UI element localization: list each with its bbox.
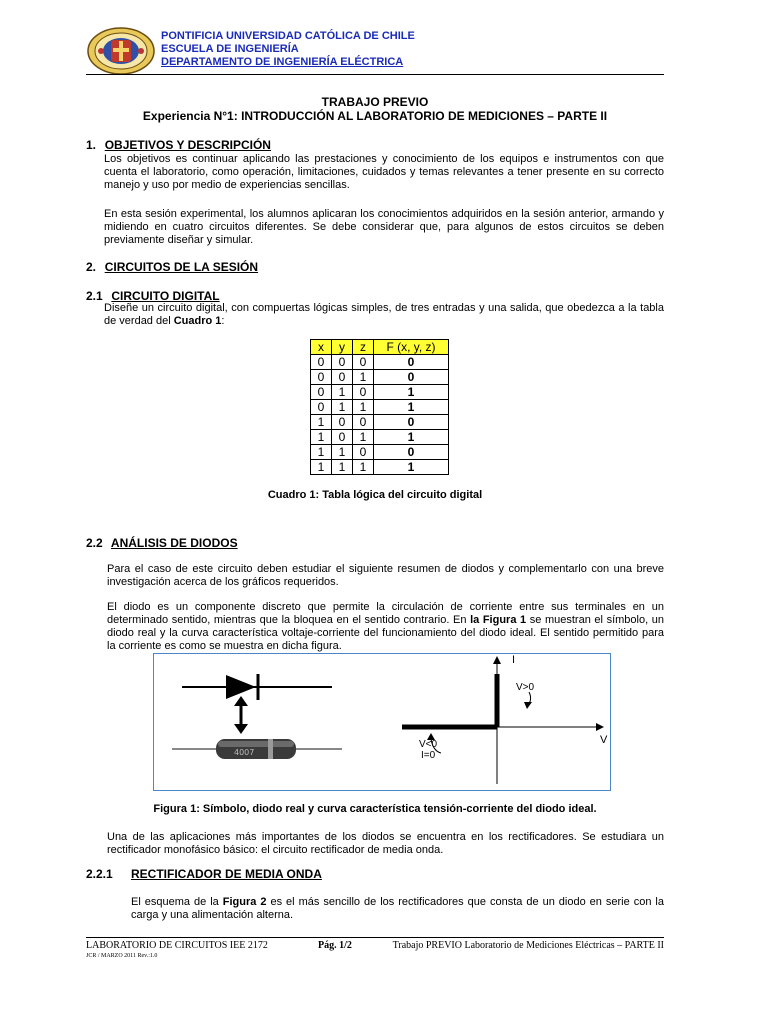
section-2-1-paragraph bbox=[104, 302, 664, 328]
table-cell: 1 bbox=[374, 400, 449, 415]
table-cell: 1 bbox=[374, 460, 449, 475]
section-2-1-heading bbox=[86, 289, 220, 303]
page-title: TRABAJO PREVIO bbox=[321, 95, 429, 109]
header-line-3: DEPARTAMENTO DE INGENIERÍA ELÉCTRICA bbox=[161, 56, 404, 68]
table-cell: 1 bbox=[353, 370, 374, 385]
section-1-number: 1. bbox=[86, 138, 97, 152]
table-cell: 0 bbox=[353, 445, 374, 460]
table-cell: 1 bbox=[353, 430, 374, 445]
section-2-1-text-c: : bbox=[221, 315, 225, 327]
footer-right: Trabajo PREVIO Laboratorio de Mediciones Eléctricas – PARTE II bbox=[392, 940, 664, 951]
table-row bbox=[311, 460, 449, 475]
figure-1 bbox=[153, 653, 611, 791]
table-row bbox=[311, 370, 449, 385]
figure-1-graphic bbox=[154, 654, 610, 790]
section-2-2-1-text-ref: Figura 2 bbox=[222, 896, 267, 908]
section-2-2-1-paragraph bbox=[131, 896, 664, 922]
section-2-2-text-a: El diodo es un componente discreto que permite la circulación de corriente entre sus terminales en un determinado sentido, mientras que la bloquea en el sentido contrario. En bbox=[107, 601, 664, 626]
table-cell: 1 bbox=[332, 400, 353, 415]
table-row bbox=[311, 415, 449, 430]
section-2-2-1-title: RECTIFICADOR DE MEDIA ONDA bbox=[131, 867, 322, 881]
svg-text:4007: 4007 bbox=[234, 748, 255, 757]
page-subtitle: Experiencia N°1: INTRODUCCIÓN AL LABORATORIO DE MEDICIONES – PARTE II bbox=[142, 109, 608, 123]
table-cell: 0 bbox=[353, 355, 374, 370]
table-row bbox=[311, 445, 449, 460]
footer-left: LABORATORIO DE CIRCUITOS IEE 2172 bbox=[86, 940, 268, 951]
table-row bbox=[311, 355, 449, 370]
table-cell: 1 bbox=[332, 460, 353, 475]
table-cell: 0 bbox=[311, 385, 332, 400]
table-cell: 1 bbox=[353, 460, 374, 475]
footer-rule bbox=[86, 937, 664, 938]
table-cell: 0 bbox=[374, 355, 449, 370]
section-2-1-text-a: Diseñe un circuito digital, con compuertas lógicas simples, de tres entradas y una salida, que obedezca a la tabla de verdad del bbox=[104, 302, 664, 327]
section-1-paragraph-1: Los objetivos es continuar aplicando las prestaciones y conocimiento de los equipos e instrumentos con que cuenta el laboratorio, como operación, limitaciones, cuidados y temas relevantes a tener presente en su correcto manejo y uso por medio de experiencias sencillas. bbox=[104, 153, 664, 191]
section-2-title: CIRCUITOS DE LA SESIÓN bbox=[104, 260, 259, 274]
table-cell: 0 bbox=[332, 415, 353, 430]
section-2-2-1-number: 2.2.1 bbox=[86, 867, 113, 881]
table-cell: 0 bbox=[374, 415, 449, 430]
table-row bbox=[311, 400, 449, 415]
double-arrow-icon bbox=[234, 696, 248, 734]
table-cell: 0 bbox=[374, 370, 449, 385]
truth-table-header-x: x bbox=[311, 340, 332, 355]
table-cell: 1 bbox=[311, 430, 332, 445]
table-cell: 1 bbox=[353, 400, 374, 415]
table-cell: 0 bbox=[353, 415, 374, 430]
section-1-heading bbox=[86, 138, 271, 152]
table-cell: 0 bbox=[332, 430, 353, 445]
table-cell: 1 bbox=[311, 460, 332, 475]
section-2-2-paragraph-1: Para el caso de este circuito deben estudiar el siguiente resumen de diodos y complementarlo con una breve investigación acerca de los gráficos requeridos. bbox=[107, 563, 664, 588]
axis-i-label: I bbox=[512, 654, 516, 666]
truth-table-header-z: z bbox=[353, 340, 374, 355]
university-seal-logo bbox=[86, 26, 156, 76]
section-2-2-title: ANÁLISIS DE DIODOS bbox=[110, 536, 238, 550]
table-cell: 0 bbox=[353, 385, 374, 400]
label-v-positive: V>0 bbox=[516, 682, 535, 693]
diode-symbol bbox=[182, 674, 332, 700]
real-diode-image bbox=[172, 739, 342, 759]
table-cell: 1 bbox=[332, 385, 353, 400]
section-2-2-1-heading bbox=[131, 867, 322, 881]
section-2-2-1-text-c: es el más sencillo de los rectificadores que consta de un diodo en serie con la carga y una alimentación alterna. bbox=[131, 896, 664, 921]
section-2-2-text-ref: la Figura 1 bbox=[470, 614, 527, 626]
section-2-2-1-text-a: El esquema de la bbox=[131, 896, 223, 908]
section-1-paragraph-2: En esta sesión experimental, los alumnos aplicaran los conocimientos adquiridos en la sesión anterior, armando y midiendo en cuatro circuitos diferentes. Se debe considerar que, para algunos de estos circuitos se deben previamente diseñar y simular. bbox=[104, 208, 664, 246]
table-cell: 0 bbox=[374, 445, 449, 460]
table-cell: 1 bbox=[374, 385, 449, 400]
section-2-1-number: 2.1 bbox=[86, 289, 103, 303]
axis-v-label: V bbox=[600, 734, 608, 746]
table-cell: 0 bbox=[332, 355, 353, 370]
section-1-title: OBJETIVOS Y DESCRIPCIÓN bbox=[104, 138, 271, 152]
table-cell: 0 bbox=[311, 400, 332, 415]
label-i-zero: I=0 bbox=[421, 750, 436, 761]
table-row bbox=[311, 385, 449, 400]
rectifier-paragraph: Una de las aplicaciones más importantes de los diodos se encuentra en los rectificadores. Se estudiara un rectificador monofásico básico: el circuito rectificador de media onda. bbox=[107, 831, 664, 856]
truth-table-header-f: F (x, y, z) bbox=[374, 340, 449, 355]
header-line-1: PONTIFICIA UNIVERSIDAD CATÓLICA DE CHILE bbox=[161, 30, 415, 42]
table-cell: 0 bbox=[311, 370, 332, 385]
header-line-2: ESCUELA DE INGENIERÍA bbox=[161, 43, 299, 55]
table-cell: 1 bbox=[374, 430, 449, 445]
truth-table-header-row bbox=[311, 340, 449, 355]
section-2-1-title: CIRCUITO DIGITAL bbox=[111, 289, 220, 303]
section-2-2-text-c: se muestran el símbolo, un diodo real y la curva característica voltaje-corriente del funcionamiento del diodo ideal. El sentido permitido para la corriente es como se muestra en dicha figura. bbox=[107, 614, 664, 652]
table-caption: Cuadro 1: Tabla lógica del circuito digital bbox=[267, 489, 483, 501]
section-2-2-number: 2.2 bbox=[86, 536, 103, 550]
section-2-1-text-ref: Cuadro 1 bbox=[173, 315, 222, 327]
truth-table bbox=[310, 339, 449, 475]
section-2-number: 2. bbox=[86, 260, 97, 274]
label-v-negative: V<0 bbox=[419, 739, 438, 750]
table-cell: 1 bbox=[311, 445, 332, 460]
table-row bbox=[311, 430, 449, 445]
footer-revision: JCR / MARZO 2011 Rev.:1.0 bbox=[86, 953, 158, 959]
table-cell: 1 bbox=[311, 415, 332, 430]
table-cell: 1 bbox=[332, 445, 353, 460]
section-2-2-paragraph-2 bbox=[107, 601, 664, 653]
table-cell: 0 bbox=[311, 355, 332, 370]
iv-curve bbox=[402, 656, 604, 784]
section-2-heading bbox=[86, 260, 258, 274]
figure-caption: Figura 1: Símbolo, diodo real y curva característica tensión-corriente del diodo ideal. bbox=[153, 803, 597, 815]
truth-table-header-y: y bbox=[332, 340, 353, 355]
footer-page-number: Pág. 1/2 bbox=[318, 940, 352, 951]
section-2-2-heading bbox=[86, 536, 238, 550]
table-cell: 0 bbox=[332, 370, 353, 385]
header-rule bbox=[86, 74, 664, 75]
